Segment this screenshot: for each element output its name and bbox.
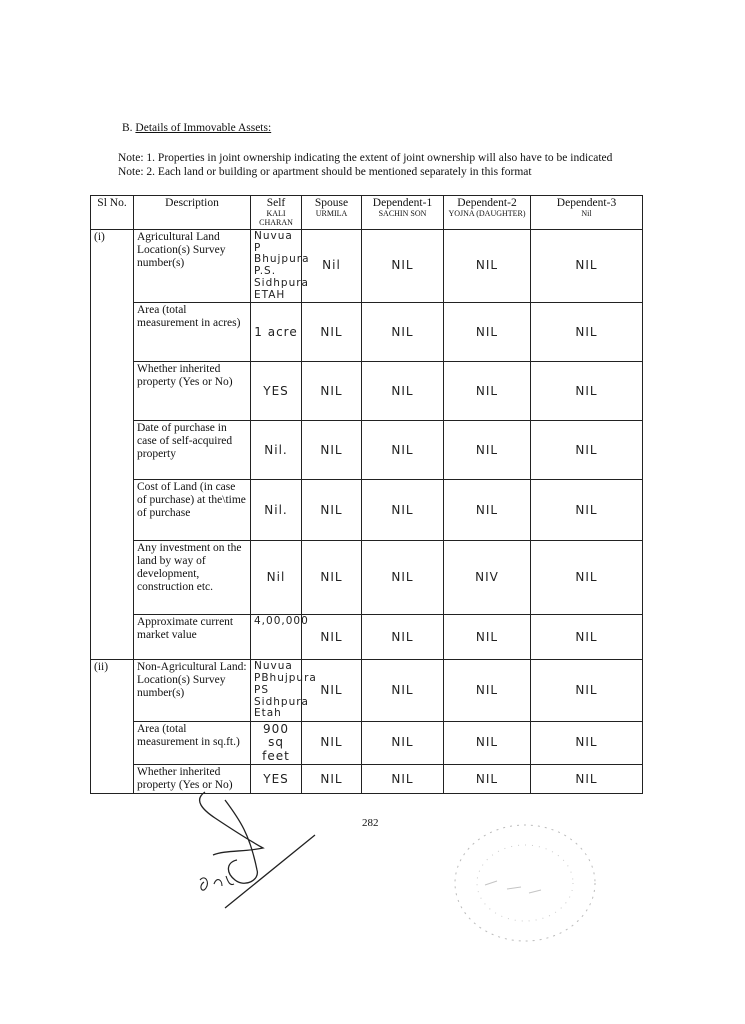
cell-dependent-3: NIL: [531, 480, 643, 541]
dependent-1-name: SACHIN SON: [378, 208, 427, 218]
section-letter: B.: [122, 122, 133, 134]
spouse-name: URMILA: [315, 208, 348, 218]
table-header-row: [91, 196, 643, 230]
cell-spouse: NIL: [302, 303, 362, 362]
cell-dependent-3: NIL: [531, 722, 643, 765]
cell-dependent-3: NIL: [531, 660, 643, 722]
cell-dependent-2: NIL: [444, 615, 531, 660]
cell-spouse: NIL: [302, 722, 362, 765]
cell-spouse: NIL: [302, 480, 362, 541]
cell-self: 900 sq feet: [251, 722, 302, 765]
header-dependent-3: Dependent-3 Nil: [531, 196, 643, 230]
row-description: Cost of Land (in case of purchase) at the\time of purchase: [134, 480, 251, 541]
header-description: Description: [134, 196, 251, 230]
table-row: [91, 229, 643, 303]
cell-dependent-3: NIL: [531, 765, 643, 794]
cell-self: Nil.: [251, 421, 302, 480]
table-row: [91, 722, 643, 765]
row-description: Any investment on the land by way of development, construction etc.: [134, 541, 251, 615]
table-row: [91, 303, 643, 362]
table-row: [91, 615, 643, 660]
cell-dependent-1: NIL: [362, 660, 444, 722]
row-description: Agricultural Land Location(s) Survey number(s): [134, 229, 251, 303]
header-self: Self KALI CHARAN: [251, 196, 302, 230]
cell-spouse: NIL: [302, 362, 362, 421]
row-description: Whether inherited property (Yes or No): [134, 362, 251, 421]
immovable-assets-table: [90, 195, 643, 794]
table-row: [91, 362, 643, 421]
row-description: Non-Agricultural Land: Location(s) Survey number(s): [134, 660, 251, 722]
cell-dependent-1: NIL: [362, 229, 444, 303]
faded-stamp: [445, 815, 610, 950]
cell-dependent-2: NIL: [444, 480, 531, 541]
row-sl: (ii): [91, 660, 134, 722]
cell-spouse: NIL: [302, 541, 362, 615]
cell-self: YES: [251, 765, 302, 794]
cell-dependent-3: NIL: [531, 362, 643, 421]
note-1: Note: 1. Properties in joint ownership indicating the extent of joint ownership will also have to be indicated: [118, 152, 613, 164]
cell-dependent-1: NIL: [362, 421, 444, 480]
row-description: Date of purchase in case of self-acquired property: [134, 421, 251, 480]
cell-dependent-3: NIL: [531, 421, 643, 480]
header-spouse: Spouse URMILA: [302, 196, 362, 230]
table-row: [91, 421, 643, 480]
dependent-2-name: YOJNA (DAUGHTER): [448, 208, 526, 218]
cell-dependent-1: NIL: [362, 541, 444, 615]
cell-dependent-2: NIL: [444, 229, 531, 303]
cell-spouse: NIL: [302, 660, 362, 722]
cell-spouse: NIL: [302, 765, 362, 794]
cell-dependent-1: NIL: [362, 765, 444, 794]
cell-dependent-2: NIL: [444, 421, 531, 480]
cell-dependent-3: NIL: [531, 229, 643, 303]
cell-dependent-3: NIL: [531, 303, 643, 362]
cell-dependent-1: NIL: [362, 480, 444, 541]
dependent-3-name: Nil: [581, 208, 592, 218]
table-row: [91, 765, 643, 794]
cell-spouse: NIL: [302, 421, 362, 480]
signature: [185, 780, 325, 915]
cell-self: Nil: [251, 541, 302, 615]
cell-dependent-2: NIL: [444, 303, 531, 362]
section-title: Details of Immovable Assets:: [135, 122, 272, 134]
cell-dependent-1: NIL: [362, 303, 444, 362]
header-dependent-2: Dependent-2 YOJNA (DAUGHTER): [444, 196, 531, 230]
cell-dependent-2: NIL: [444, 660, 531, 722]
row-sl: (i): [91, 229, 134, 303]
cell-self: 1 acre: [251, 303, 302, 362]
header-sl: Sl No.: [91, 196, 134, 230]
note-2: Note: 2. Each land or building or apartment should be mentioned separately in this format: [118, 166, 532, 178]
page-number: 282: [362, 817, 379, 829]
cell-dependent-2: NIV: [444, 541, 531, 615]
cell-self: Nuvua P Bhujpura P.S. Sidhpura ETAH: [251, 229, 302, 303]
cell-dependent-2: NIL: [444, 362, 531, 421]
cell-spouse: NIL: [302, 615, 362, 660]
header-dependent-1: Dependent-1 SACHIN SON: [362, 196, 444, 230]
cell-dependent-1: NIL: [362, 362, 444, 421]
cell-dependent-1: NIL: [362, 722, 444, 765]
cell-dependent-3: NIL: [531, 615, 643, 660]
cell-spouse: Nil: [302, 229, 362, 303]
self-name: KALI CHARAN: [259, 208, 293, 227]
cell-dependent-2: NIL: [444, 722, 531, 765]
cell-dependent-3: NIL: [531, 541, 643, 615]
cell-dependent-2: NIL: [444, 765, 531, 794]
row-description: Area (total measurement in acres): [134, 303, 251, 362]
row-description: Whether inherited property (Yes or No): [134, 765, 251, 794]
cell-self: Nil.: [251, 480, 302, 541]
cell-dependent-1: NIL: [362, 615, 444, 660]
table-row: [91, 660, 643, 722]
row-description: Area (total measurement in sq.ft.): [134, 722, 251, 765]
row-description: Approximate current market value: [134, 615, 251, 660]
cell-self: Nuvua PBhujpura PS Sidhpura Etah: [251, 660, 302, 722]
cell-self: 4,00,000: [251, 615, 302, 660]
section-heading: [122, 122, 271, 134]
table-row: [91, 541, 643, 615]
cell-self: YES: [251, 362, 302, 421]
table-row: [91, 480, 643, 541]
